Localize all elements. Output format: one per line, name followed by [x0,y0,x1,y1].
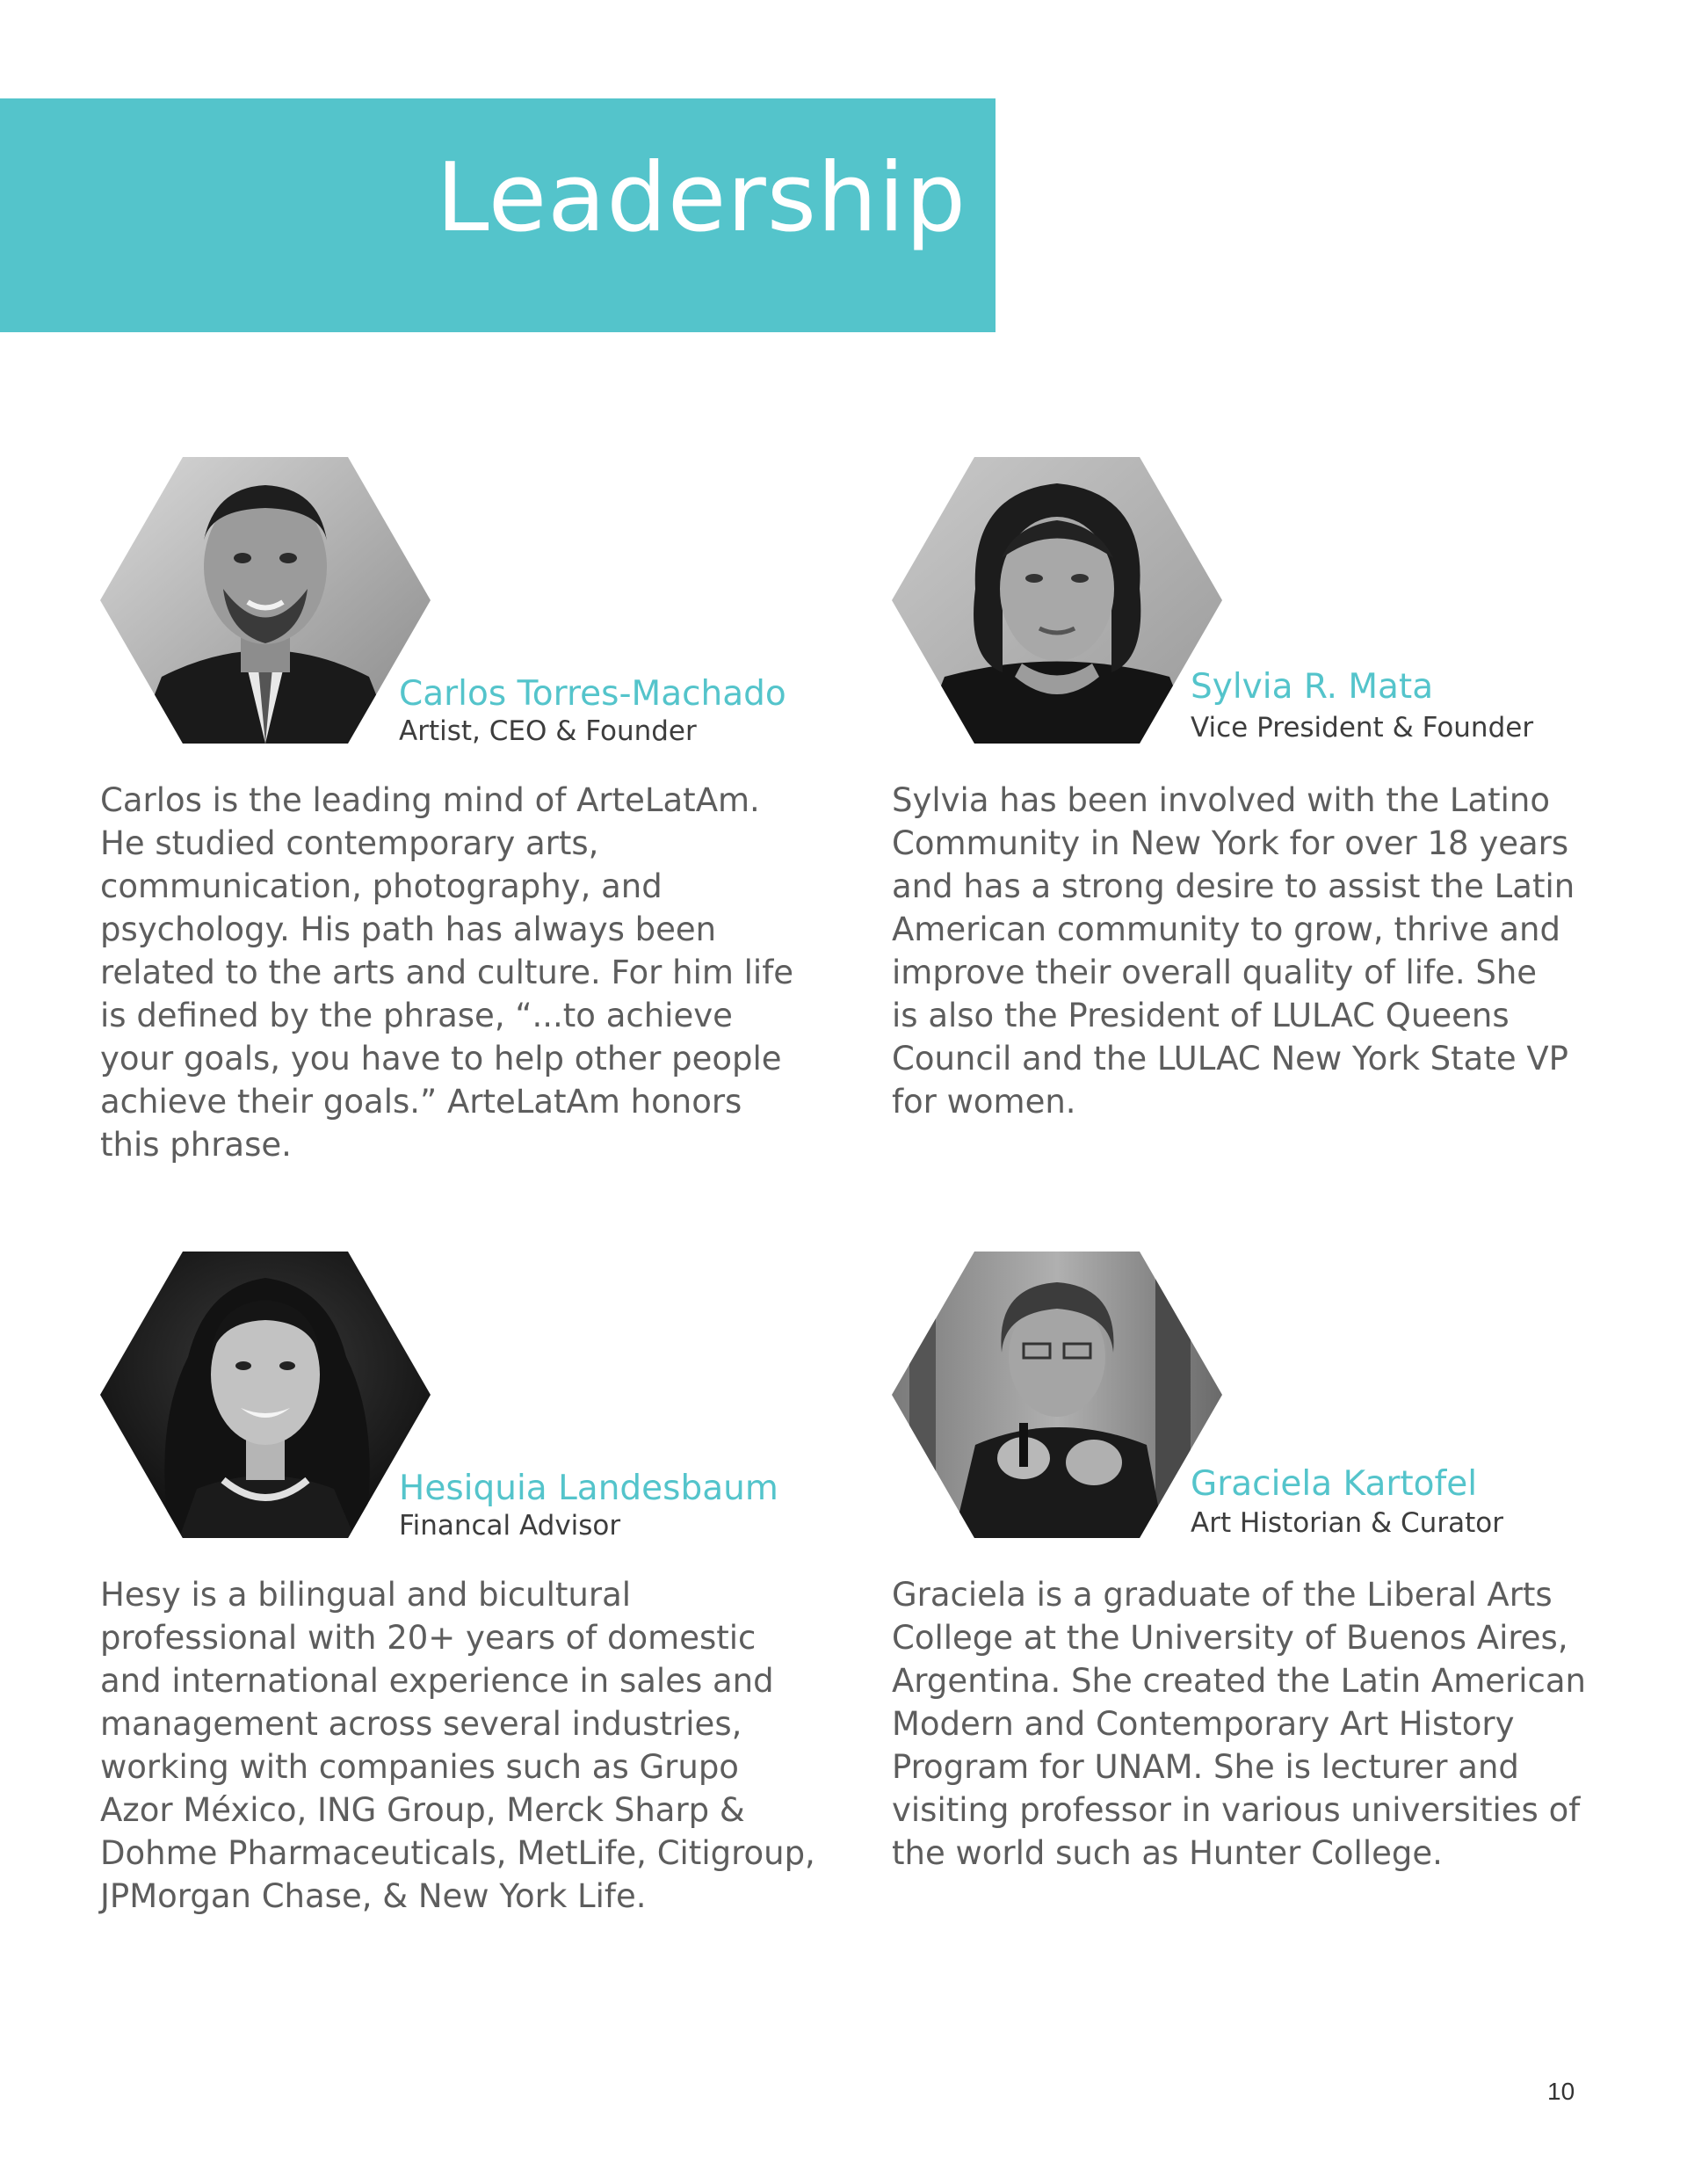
bio-line: Modern and Contemporary Art History [892,1705,1515,1743]
bio-line: visiting professor in various universities of [892,1791,1581,1829]
bio-line: is also the President of LULAC Queens [892,997,1510,1034]
bio-line: and international experience in sales and [100,1662,774,1700]
leader-role: Artist, CEO & Founder [399,715,697,747]
leader-bio [892,779,1595,1123]
bio-line: professional with 20+ years of domestic [100,1619,757,1657]
leader-role: Vice President & Founder [1191,712,1534,744]
bio-line: College at the University of Buenos Aires, [892,1619,1568,1657]
bio-line: working with companies such as Grupo [100,1748,739,1786]
header-banner [0,98,996,332]
leader-card-carlos [100,457,821,1164]
bio-line: management across several industries, [100,1705,742,1743]
leader-card-sylvia [892,457,1612,1125]
bio-line: Dohme Pharmaceuticals, MetLife, Citigroup, [100,1834,815,1872]
bio-line: and has a strong desire to assist the Latin [892,867,1575,905]
bio-line: this phrase. [100,1126,292,1164]
bio-line: related to the arts and culture. For him life [100,954,793,991]
bio-line: psychology. His path has always been [100,911,717,948]
leader-role: Financal Advisor [399,1510,621,1542]
leader-bio [100,1573,815,1918]
bio-line: Graciela is a graduate of the Liberal Arts [892,1576,1553,1614]
bio-line: Program for UNAM. She is lecturer and [892,1748,1519,1786]
bio-line: Azor México, ING Group, Merck Sharp & [100,1791,745,1829]
bio-line: Council and the LULAC New York State VP [892,1040,1568,1077]
leader-card-graciela [892,1252,1612,1919]
page-number: 10 [1547,2078,1575,2105]
bio-line: communication, photography, and [100,867,662,905]
bio-line: the world such as Hunter College. [892,1834,1443,1872]
leader-name: Graciela Kartofel [1191,1464,1478,1504]
portrait-graciela [892,1252,1222,1538]
bio-line: JPMorgan Chase, & New York Life. [100,1877,647,1915]
bio-line: is defined by the phrase, “...to achieve [100,997,733,1034]
bio-line: American community to grow, thrive and [892,911,1560,948]
bio-line: for women. [892,1083,1076,1121]
bio-line: your goals, you have to help other people [100,1040,782,1077]
bio-line: Argentina. She created the Latin American [892,1662,1587,1700]
leader-role: Art Historian & Curator [1191,1507,1503,1539]
page-title: Leadership [436,143,967,253]
leader-bio [100,779,803,1166]
bio-line: Carlos is the leading mind of ArteLatAm. [100,781,760,819]
portrait-carlos [100,457,431,744]
bio-line: achieve their goals.” ArteLatAm honors [100,1083,742,1121]
leader-name: Hesiquia Landesbaum [399,1469,778,1508]
bio-line: Hesy is a bilingual and bicultural [100,1576,632,1614]
bio-line: improve their overall quality of life. She [892,954,1538,991]
leader-name: Sylvia R. Mata [1191,667,1434,707]
portrait-hesiquia [100,1252,431,1538]
leader-card-hesiquia [100,1252,821,1919]
bio-line: He studied contemporary arts, [100,824,599,862]
bio-line: Community in New York for over 18 years [892,824,1569,862]
bio-line: Sylvia has been involved with the Latino [892,781,1551,819]
leader-bio [892,1573,1595,1875]
leader-name: Carlos Torres-Machado [399,674,786,714]
portrait-sylvia [892,457,1222,744]
